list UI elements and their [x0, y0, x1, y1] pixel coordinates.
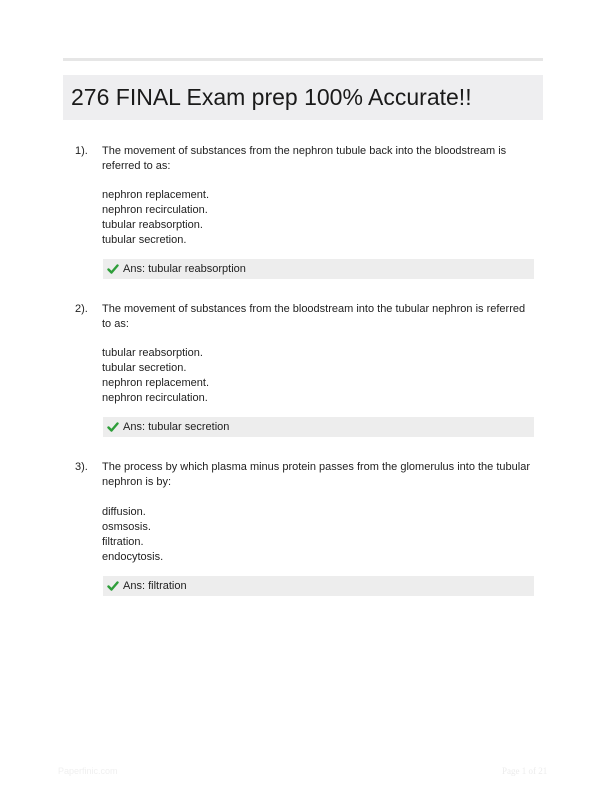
- option-item: nephron replacement.: [102, 377, 210, 389]
- option-list: [102, 188, 534, 248]
- option-item: tubular secretion.: [102, 362, 187, 374]
- question-text: The movement of substances from the nephron tubule back into the bloodstream is referred to as:: [102, 145, 507, 172]
- option-item: diffusion.: [102, 506, 146, 518]
- check-icon: [107, 580, 119, 592]
- answer-text: Ans: tubular secretion: [123, 420, 230, 433]
- option-item: nephron recirculation.: [102, 392, 208, 404]
- option-item: tubular reabsorption.: [102, 219, 203, 231]
- answer-text: Ans: filtration: [123, 579, 187, 592]
- option-item: nephron replacement.: [102, 189, 210, 201]
- top-divider: [63, 58, 543, 61]
- answer-box: [103, 259, 534, 279]
- title-banner: [63, 75, 543, 120]
- answer-text: Ans: tubular reabsorption: [123, 262, 246, 275]
- option-item: osmsosis.: [102, 521, 151, 533]
- question-number: 1).: [75, 145, 88, 157]
- option-item: filtration.: [102, 536, 144, 548]
- question-number: 3).: [75, 461, 88, 473]
- check-icon: [107, 263, 119, 275]
- answer-box: [103, 576, 534, 596]
- page-title: 276 FINAL Exam prep 100% Accurate!!: [71, 84, 472, 110]
- page-number: Page 1 of 21: [502, 766, 548, 776]
- check-icon: [107, 421, 119, 433]
- answer-box: [103, 417, 534, 437]
- question-text: The movement of substances from the bloodstream into the tubular nephron is referred to as:: [102, 303, 526, 330]
- option-item: nephron recirculation.: [102, 204, 208, 216]
- option-item: tubular secretion.: [102, 234, 187, 246]
- option-item: endocytosis.: [102, 551, 164, 563]
- option-list: [102, 505, 534, 565]
- question-text: The process by which plasma minus protein passes from the glomerulus into the tubular nephron is by:: [102, 461, 530, 488]
- question-number: 2).: [75, 303, 88, 315]
- option-list: [102, 346, 534, 406]
- option-item: tubular reabsorption.: [102, 347, 203, 359]
- footer-watermark: Paperfinic.com: [58, 766, 118, 776]
